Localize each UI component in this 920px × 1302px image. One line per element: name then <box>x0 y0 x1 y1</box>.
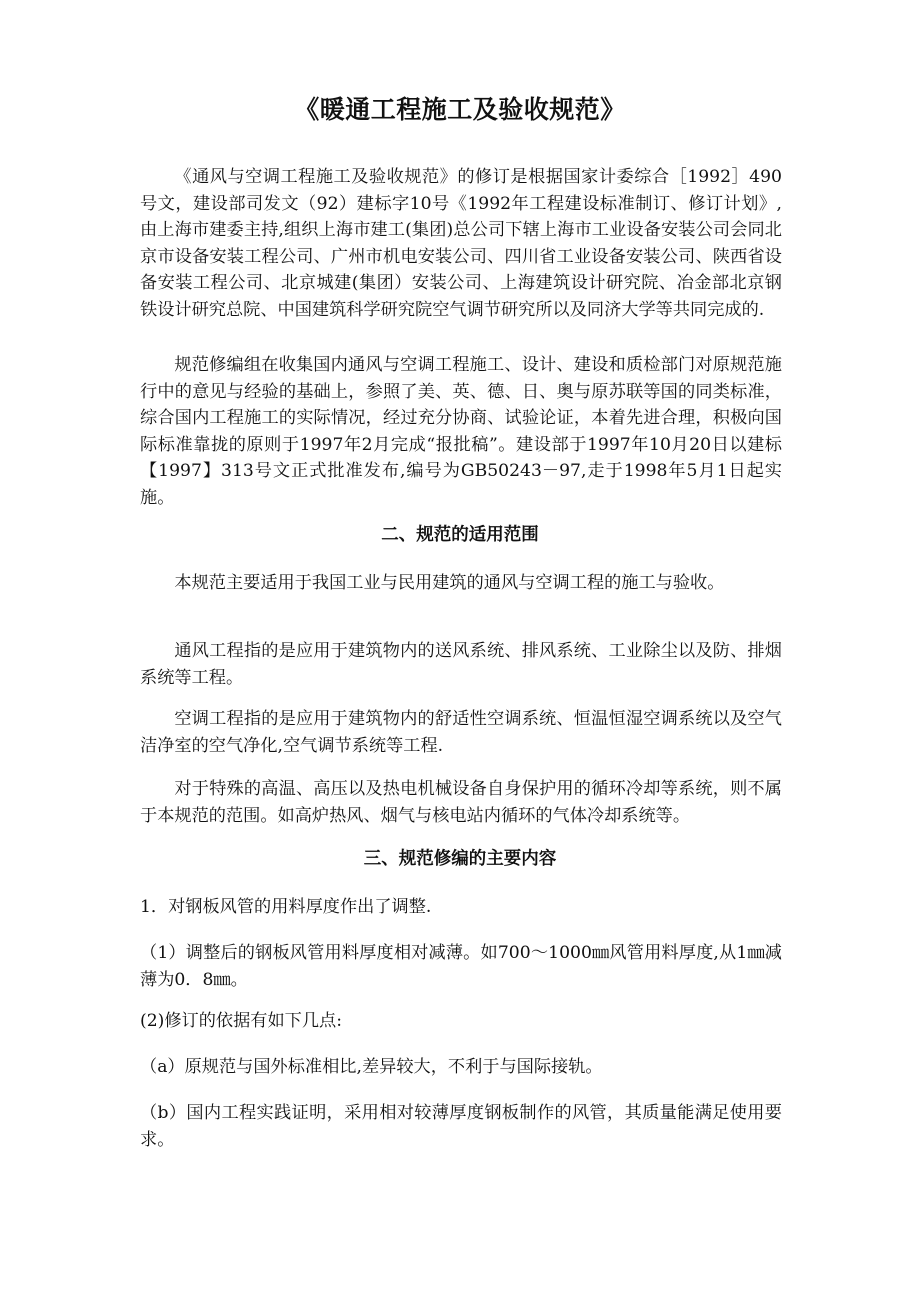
intro-paragraph-2: 规范修编组在收集国内通风与空调工程施工、设计、建设和质检部门对原规范施行中的意见与经验的基础上，参照了美、英、德、日、奥与原苏联等国的同类标准，综合国内工程施工的实际情况，经过充分协商、试验论证，本着先进合理，积极向国际标准靠拢的原则于1997年2月完成“报批稿”。建设部于1997年10月20日以建标【1997】313号文正式批准发布,编号为GB50243－97,走于1998年5月1日起实施。 <box>140 355 782 508</box>
section-3-item-5: （b）国内工程实践证明，采用相对较薄厚度钢板制作的风管，其质量能满足使用要求。 <box>140 1103 782 1150</box>
section-2-paragraph-4: 对于特殊的高温、高压以及热电机械设备自身保护用的循环冷却等系统，则不属于本规范的范围。如高炉热风、烟气与核电站内循环的气体冷却系统等。 <box>140 779 782 826</box>
section-2-paragraph-2: 通风工程指的是应用于建筑物内的送风系统、排风系统、工业除尘以及防、排烟系统等工程。 <box>140 641 782 688</box>
section-2-paragraph-1: 本规范主要适用于我国工业与民用建筑的通风与空调工程的施工与验收。 <box>174 573 725 593</box>
section-3-item-4: （a）原规范与国外标准相比,差异较大，不利于与国际接轨。 <box>140 1057 603 1077</box>
intro-paragraph-1: 《通风与空调工程施工及验收规范》的修订是根据国家计委综合［1992］490号文，建设部司发文（92）建标字10号《1992年工程建设标准制订、修订计划》,由上海市建委主持,组织上海市建工(集团)总公司下辖上海市工业设备安装公司会同北京市设备安装工程公司、广州市机电安装公司、四川省工业设备安装公司、陕西省设备安装工程公司、北京城建(集团）安装公司、上海建筑设计研究院、冶金部北京钢铁设计研究总院、中国建筑科学研究院空气调节研究所以及同济大学等共同完成的. <box>140 167 782 320</box>
section-3-heading: 三、规范修编的主要内容 <box>363 849 557 869</box>
section-3-item-1: 1．对钢板风管的用料厚度作出了调整. <box>140 897 432 917</box>
section-3-item-2: （1）调整后的钢板风管用料厚度相对减薄。如700～1000㎜风管用料厚度,从1㎜减薄为0．8㎜。 <box>140 943 782 990</box>
section-2-heading: 二、规范的适用范围 <box>381 525 539 545</box>
section-2-paragraph-3: 空调工程指的是应用于建筑物内的舒适性空调系统、恒温恒湿空调系统以及空气洁净室的空气净化,空气调节系统等工程. <box>140 709 782 756</box>
section-3-item-3: (2)修订的依据有如下几点: <box>140 1011 343 1031</box>
document-title: 《暖通工程施工及验收规范》 <box>294 95 626 124</box>
